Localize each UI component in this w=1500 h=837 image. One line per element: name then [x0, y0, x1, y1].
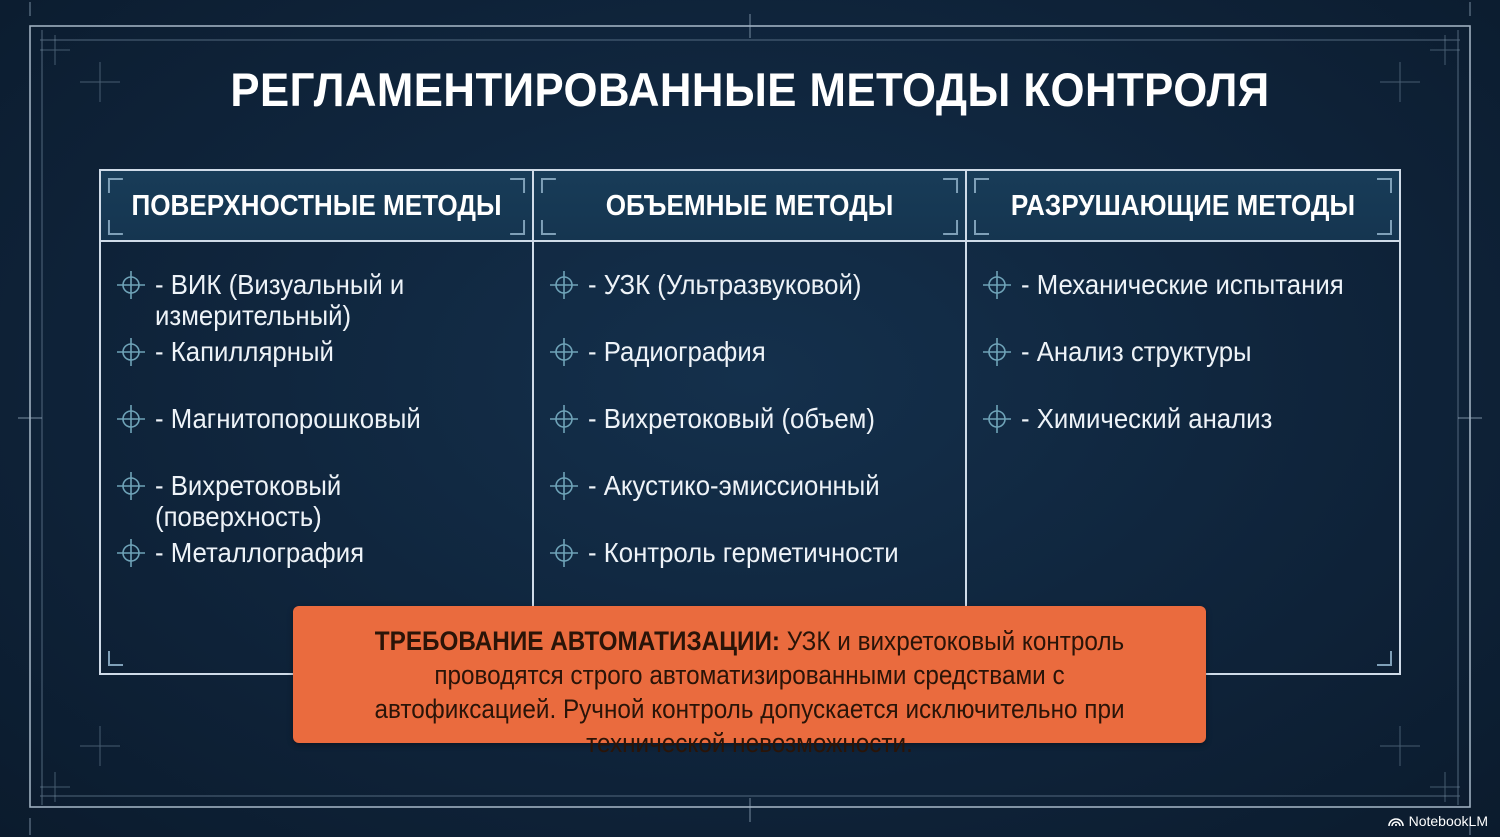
column-header-text: ОБЪЕМНЫЕ МЕТОДЫ [605, 190, 894, 222]
list-item [548, 336, 958, 403]
callout-label: ТРЕБОВАНИЕ АВТОМАТИЗАЦИИ: [374, 626, 781, 656]
brand-name: NotebookLM [1408, 813, 1488, 829]
crosshair-icon [115, 336, 147, 368]
list-item-text: - Вихретоковый (объем) [588, 403, 875, 434]
crosshair-icon [548, 403, 580, 435]
list-item-text: - УЗК (Ультразвуковой) [588, 269, 862, 300]
methods-table [99, 169, 1401, 675]
column-header [101, 171, 532, 242]
column-destructive-methods [967, 171, 1399, 673]
notebooklm-branding [1388, 813, 1488, 829]
method-list [548, 269, 958, 604]
list-item [981, 336, 1391, 403]
crosshair-icon [981, 403, 1013, 435]
callout-text [357, 624, 1143, 760]
column-header-text: ПОВЕРХНОСТНЫЕ МЕТОДЫ [131, 190, 502, 222]
list-item-text: - Вихретоковый (поверхность) [155, 470, 342, 532]
list-item-text: - Механические испытания [1021, 269, 1344, 300]
list-item [548, 470, 958, 537]
column-header [967, 171, 1399, 242]
column-surface-methods [101, 171, 534, 673]
notebooklm-logo-icon [1388, 815, 1404, 827]
list-item [548, 403, 958, 470]
crosshair-icon [981, 336, 1013, 368]
crosshair-icon [548, 470, 580, 502]
list-item [115, 336, 525, 403]
crosshair-icon [548, 269, 580, 301]
list-item [115, 470, 525, 537]
list-item-text: - Контроль герметичности [588, 537, 899, 568]
column-header [534, 171, 965, 242]
crosshair-icon [115, 470, 147, 502]
crosshair-icon [115, 403, 147, 435]
column-volumetric-methods [534, 171, 967, 673]
list-item-text: - ВИК (Визуальный и измерительный) [155, 269, 405, 331]
column-header-text: РАЗРУШАЮЩИЕ МЕТОДЫ [1010, 190, 1356, 222]
list-item [115, 269, 525, 336]
crosshair-icon [115, 537, 147, 569]
list-item [981, 403, 1391, 470]
list-item [115, 403, 525, 470]
list-item-text: - Акустико-эмиссионный [588, 470, 880, 501]
list-item-text: - Магнитопорошковый [155, 403, 421, 434]
method-list [981, 269, 1391, 470]
callout-body: УЗК и вихретоковый контроль проводятся строго автоматизированными средствами с автофиксацией. Ручной контроль допускается исключительно при технической невозможности. [374, 626, 1125, 758]
automation-requirement-callout [293, 606, 1206, 758]
crosshair-icon [115, 269, 147, 301]
list-item [548, 269, 958, 336]
list-item-text: - Капиллярный [155, 336, 334, 367]
list-item [115, 537, 525, 604]
list-item-text: - Химический анализ [1021, 403, 1273, 434]
crosshair-icon [548, 336, 580, 368]
list-item-text: - Металлография [155, 537, 365, 568]
slide-title: РЕГЛАМЕНТИРОВАННЫЕ МЕТОДЫ КОНТРОЛЯ [230, 63, 1270, 116]
list-item-text: - Радиография [588, 336, 766, 367]
crosshair-icon [981, 269, 1013, 301]
list-item [548, 537, 958, 604]
list-item [981, 269, 1391, 336]
method-list [115, 269, 525, 604]
crosshair-icon [548, 537, 580, 569]
list-item-text: - Анализ структуры [1021, 336, 1252, 367]
